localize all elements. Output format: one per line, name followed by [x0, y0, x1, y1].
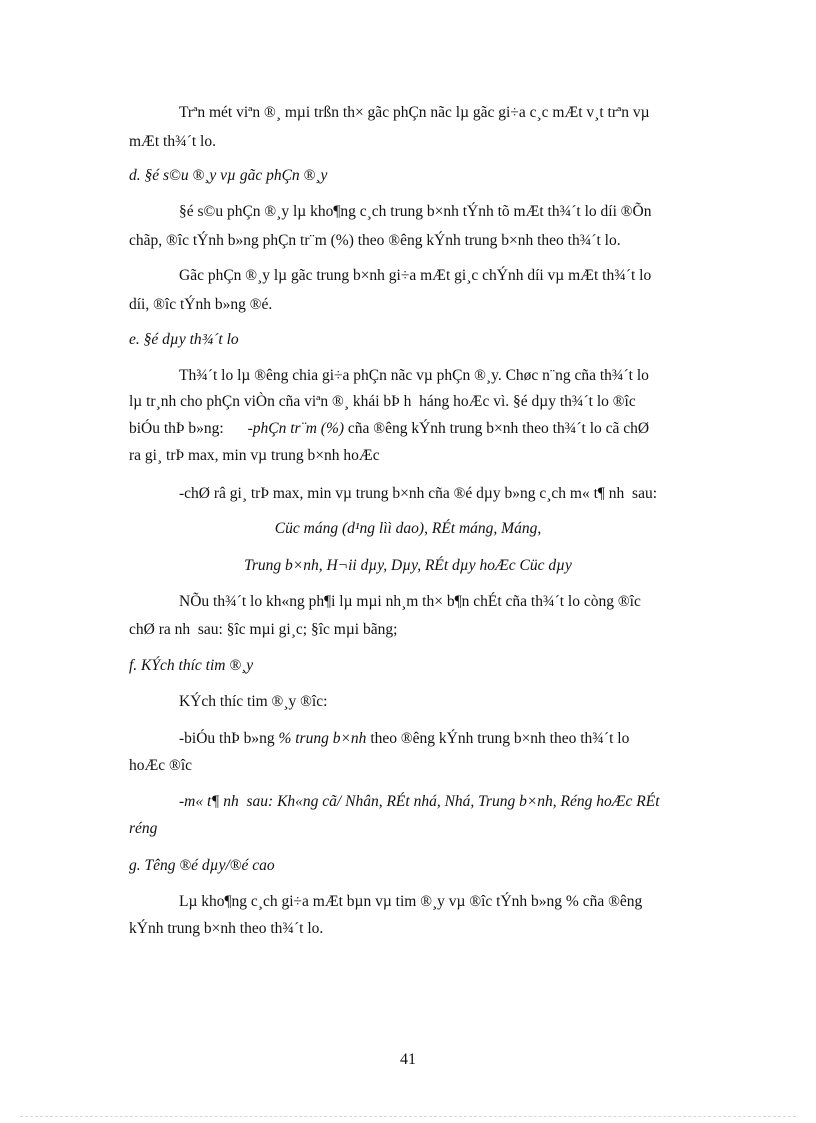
- paragraph-line: kÝnh trung b×nh theo th¾´t lo.: [129, 920, 324, 937]
- paragraph-line: -chØ râ gi¸ trÞ max, min vµ trung b×nh cña ®é dµy b»ng c¸ch m« t¶ nh sau:: [179, 485, 658, 502]
- paragraph-line: lµ tr¸nh cho phÇn viÒn cña viªn ®¸ khái bÞ h háng hoÆc vì. §é dµy th¾´t lo ®îc: [129, 393, 636, 410]
- text-run: biÓu thÞ b»ng:: [129, 420, 224, 437]
- paragraph-line: Gãc phÇn ®¸y lµ gãc trung b×nh gi÷a mÆt gi¸c chÝnh díi vµ mÆt th¾´t lo: [179, 267, 652, 284]
- text-run: cña ®êng kÝnh trung b×nh theo th¾´t lo cã chØ: [347, 420, 650, 437]
- paragraph-line: réng: [129, 820, 158, 837]
- paragraph-line: KÝch thíc tim ®¸y ®îc:: [179, 693, 328, 710]
- paragraph-line: [179, 729, 629, 749]
- paragraph-line: NÕu th¾´t lo kh«ng ph¶i lµ mµi nh¸m th× b¶n chÉt cña th¾´t lo còng ®îc: [179, 593, 641, 610]
- text-run: -biÓu thÞ b»ng: [179, 730, 275, 747]
- paragraph-line: díi, ®îc tÝnh b»ng ®é.: [129, 296, 273, 313]
- paragraph-line: Trªn mét viªn ®¸ mµi trßn th× gãc phÇn nãc lµ gãc gi÷a c¸c mÆt v¸t trªn vµ: [179, 104, 650, 121]
- paragraph-line: Lµ kho¶ng c¸ch gi÷a mÆt bµn vµ tim ®¸y vµ ®îc tÝnh b»ng % cña ®êng: [179, 893, 643, 910]
- paragraph-line: Th¾´t lo lµ ®êng chia gi÷a phÇn nãc vµ phÇn ®¸y. Chøc n¨ng cña th¾´t lo: [179, 367, 649, 384]
- section-heading-g: g. Têng ®é dµy/®é cao: [129, 857, 275, 874]
- section-heading-e: e. §é dµy th¾´t lo: [129, 331, 239, 348]
- paragraph-line: chãp, ®îc tÝnh b»ng phÇn tr¨m (%) theo ®êng kÝnh trung b×nh theo th¾´t lo.: [129, 232, 621, 249]
- text-run-italic: -m« t¶ nh sau:: [179, 793, 274, 810]
- paragraph-line: [129, 419, 649, 439]
- text-run-italic: % trung b×nh: [278, 730, 367, 747]
- text-run: theo ®êng kÝnh trung b×nh theo th¾´t lo: [370, 730, 630, 747]
- paragraph-line: §é s©u phÇn ®¸y lµ kho¶ng c¸ch trung b×nh tÝnh tõ mÆt th¾´t lo díi ®Õn: [179, 203, 652, 220]
- section-heading-d: d. §é s©u ®¸y vµ gãc phÇn ®¸y: [129, 167, 328, 184]
- paragraph-line: [179, 792, 660, 812]
- page-bottom-rule: [20, 1116, 796, 1117]
- centered-scale-line: Cüc máng (d¹ng lìì dao), RÉt máng, Máng,: [274, 520, 542, 537]
- section-heading-f: f. KÝch thíc tim ®¸y: [129, 657, 254, 674]
- centered-scale-line: Trung b×nh, H¬ii dµy, Dµy, RÉt dµy hoÆc Cüc dµy: [244, 557, 572, 574]
- text-run-italic: Kh«ng cã/ Nhân, RÉt nhá, Nhá, Trung b×nh, Réng hoÆc RÉt: [277, 793, 660, 810]
- paragraph-line: mÆt th¾´t lo.: [129, 133, 216, 150]
- page-number: 41: [400, 1051, 416, 1068]
- paragraph-line: hoÆc ®îc: [129, 757, 192, 774]
- paragraph-line: chØ ra nh sau: §îc mµi gi¸c; §îc mµi bãng;: [129, 621, 398, 638]
- paragraph-line: ra gi¸ trÞ max, min vµ trung b×nh hoÆc: [129, 447, 380, 464]
- text-run-italic: -phÇn tr¨m (%): [247, 420, 345, 437]
